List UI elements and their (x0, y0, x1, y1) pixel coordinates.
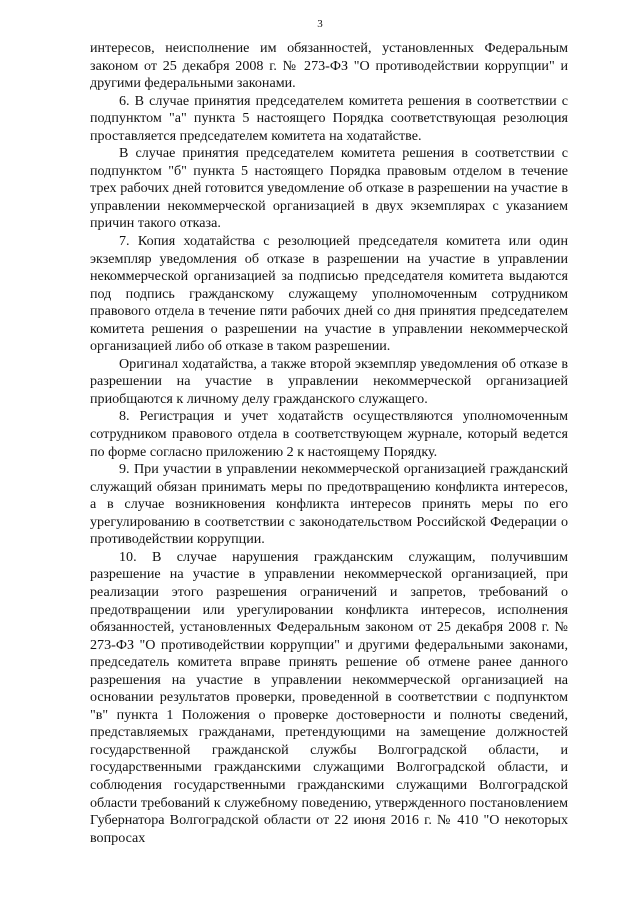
paragraph-item-8: 8. Регистрация и учет ходатайств осуществляются уполномоченным сотрудником правового отдела в соответствующем журнале, который ведется по форме согласно приложению 2 к настоящему Порядку. (90, 408, 568, 460)
paragraph-item-7-original: Оригинал ходатайства, а также второй экземпляр уведомления об отказе в разрешении на участие в управлении некоммерческой организацией приобщаются к личному делу гражданского служащего. (90, 355, 568, 407)
paragraph-item-7: 7. Копия ходатайства с резолюцией председателя комитета или один экземпляр уведомления об отказе в разрешении на участие в управлении некоммерческой организацией за подписью председателя комитета выдаются под подпись гражданскому служащему уполномоченным сотрудником правового отдела в течение пяти рабочих дней со дня принятия председателем комитета решения о разрешении на участие в управлении некоммерческой организацией либо об отказе в таком разрешении. (90, 233, 568, 355)
paragraph-item-6: 6. В случае принятия председателем комитета решения в соответствии с подпунктом "а" пункта 5 настоящего Порядка соответствующая резолюция проставляется председателем комитета на ходатайстве. (90, 92, 568, 144)
page-number: 3 (317, 18, 323, 30)
paragraph-item-6-refusal: В случае принятия председателем комитета решения в соответствии с подпунктом "б" пункта 5 настоящего Порядка правовым отделом в течение трех рабочих дней готовится уведомление об отказе в разрешении на участие в управлении некоммерческой организацией в двух экземплярах с указанием причин такого отказа. (90, 145, 568, 232)
paragraph-item-9: 9. При участии в управлении некоммерческой организацией гражданский служащий обязан принимать меры по предотвращению конфликта интересов, а в случае возникновения конфликта интересов принять меры по его урегулированию в соответствии с законодательством Российской Федерации о противодействии коррупции. (90, 461, 568, 548)
paragraph-continuation: интересов, неисполнение им обязанностей, установленных Федеральным законом от 25 декабря 2008 г. № 273-ФЗ "О противодействии коррупции" и другими федеральными законами. (90, 40, 568, 92)
paragraph-item-10: 10. В случае нарушения гражданским служащим, получившим разрешение на участие в управлении некоммерческой организацией, при реализации этого разрешения ограничений и запретов, требований о предотвращении или урегулировании конфликта интересов, исполнения обязанностей, установленных Федеральным законом от 25 декабря 2008 г. № 273-ФЗ "О противодействии коррупции" и другими федеральными законами, председатель комитета вправе принять решение об отмене ранее данного разрешения на участие в управлении некоммерческой организацией на основании результатов проверки, проведенной в соответствии с подпунктом "в" пункта 1 Положения о проверке достоверности и полноты сведений, представляемых гражданами, претендующими на замещение должностей государственной гражданской службы Волгоградской области, и государственными гражданскими служащими Волгоградской области, и соблюдения государственными гражданскими служащими Волгоградской области требований к служебному поведению, утвержденного постановлением Губернатора Волгоградской области от 22 июня 2016 г. № 410 "О некоторых вопросах (90, 548, 568, 846)
document-body (90, 40, 568, 847)
